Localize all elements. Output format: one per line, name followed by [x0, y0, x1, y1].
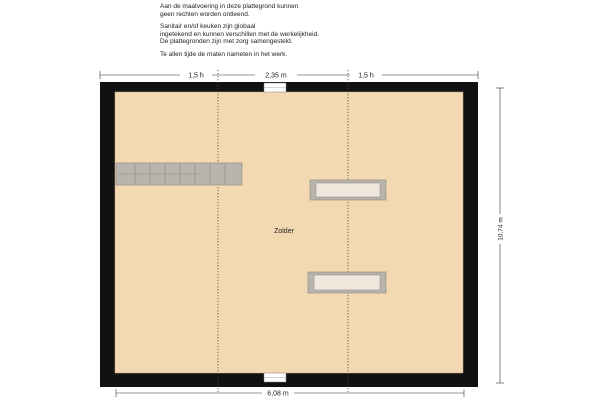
top-dimension — [100, 70, 478, 80]
room-label: Zolder — [274, 228, 294, 235]
bottom-dimension — [116, 388, 464, 398]
skylight-1 — [310, 180, 386, 200]
skylight-glass — [316, 183, 380, 197]
dimension-label-right: 1,5 h — [358, 72, 374, 80]
note-line: geen rechten worden ontleend. — [160, 10, 250, 18]
right-dimension — [495, 88, 505, 383]
dimension-label-middle: 2,35 m — [265, 72, 287, 80]
note-line: ingetekend en kunnen verschillen met de werkelijkheid. — [160, 30, 319, 38]
note-line: Sanitair en/of keuken zijn globaal — [160, 23, 256, 31]
note-line: De plattegronden zijn met zorg samengesteld. — [160, 38, 293, 46]
staircase — [116, 163, 242, 185]
dimension-label-left: 1,5 h — [188, 72, 204, 80]
dimension-label-height: 10,74 m — [497, 217, 505, 241]
dimension-label-width: 6,08 m — [267, 390, 289, 398]
note-line: Te allen tijde de maten nameten in het werk. — [160, 50, 288, 58]
skylight-2 — [308, 272, 386, 293]
skylight-glass — [314, 275, 380, 290]
note-line: Aan de maatvoering in deze plattegrond kunnen — [160, 3, 299, 10]
